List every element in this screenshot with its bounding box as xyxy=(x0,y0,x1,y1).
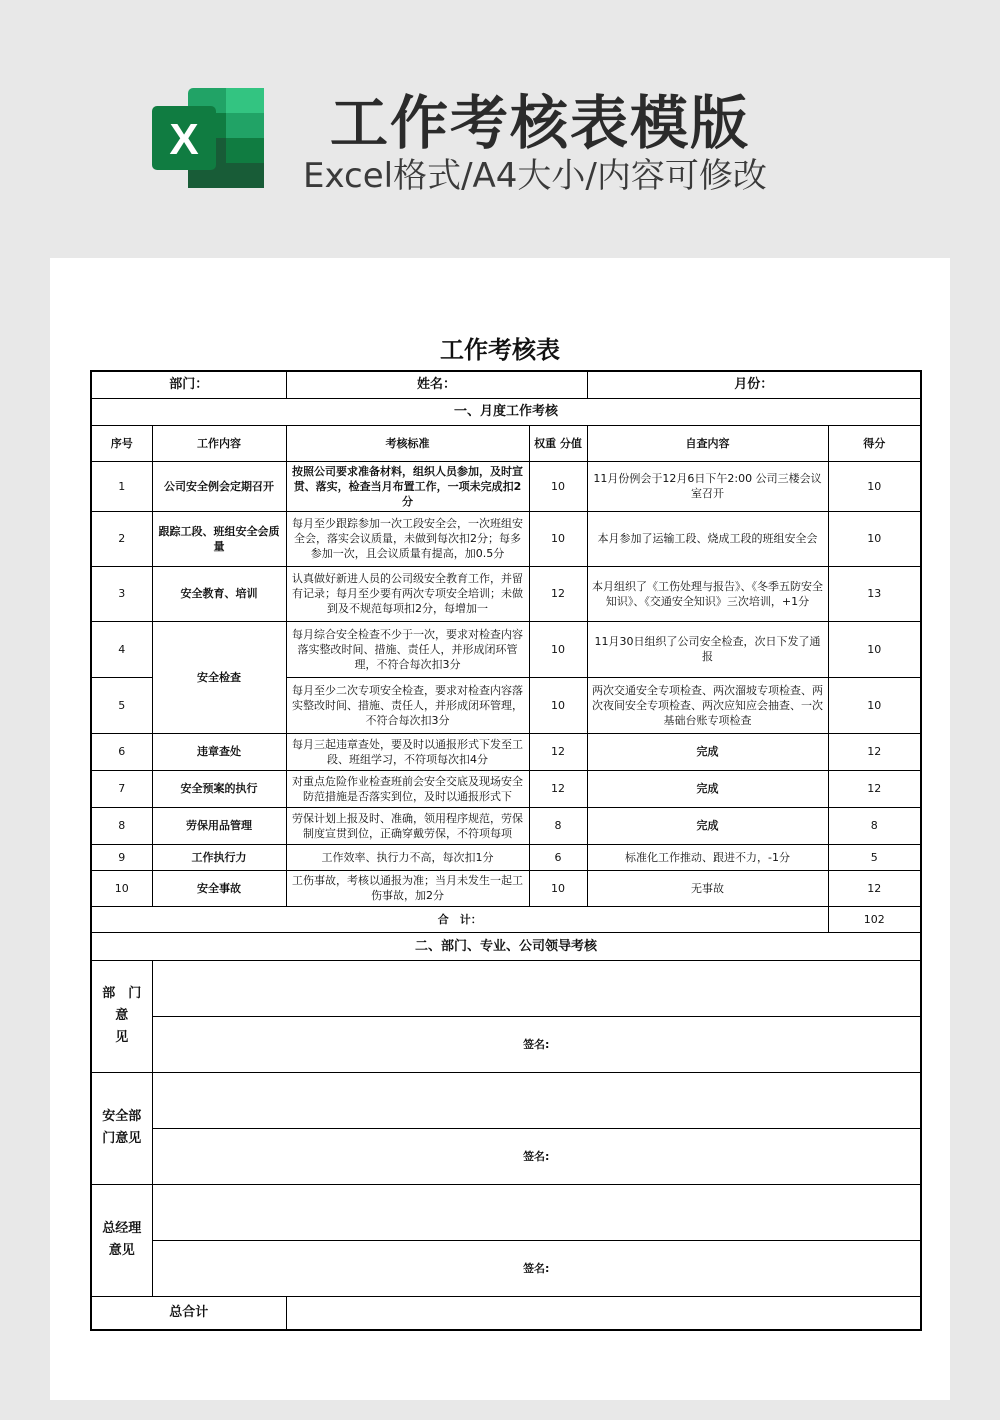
table-row xyxy=(91,733,921,770)
row-weight: 12 xyxy=(529,733,587,770)
gm-opinion-field[interactable] xyxy=(152,1184,921,1240)
row-no: 2 xyxy=(91,511,152,566)
row-score: 10 xyxy=(828,461,921,511)
row-no: 10 xyxy=(91,870,152,906)
row-content: 工作执行力 xyxy=(152,844,286,870)
table-row xyxy=(91,511,921,566)
row-self-check: 两次交通安全专项检查、两次溜坡专项检查、两次夜间安全专项检查、两次应知应会抽查、一次基础台账专项检查 xyxy=(587,677,828,733)
gm-sign-field[interactable]: 签名: xyxy=(152,1240,921,1296)
row-no: 9 xyxy=(91,844,152,870)
row-standard: 每月综合安全检查不少于一次，要求对检查内容落实整改时间、措施、责任人，并形成闭环管理，不符合每次扣3分 xyxy=(286,621,529,677)
name-field[interactable]: 姓名： xyxy=(286,371,587,398)
month-field[interactable]: 月份： xyxy=(587,371,921,398)
row-content: 违章查处 xyxy=(152,733,286,770)
row-weight: 12 xyxy=(529,566,587,621)
row-no: 8 xyxy=(91,807,152,844)
row-no: 4 xyxy=(91,621,152,677)
row-standard: 对重点危险作业检查班前会安全交底及现场安全防范措施是否落实到位，及时以通报形式下 xyxy=(286,770,529,807)
table-row xyxy=(91,566,921,621)
row-content: 跟踪工段、班组安全会质量 xyxy=(152,511,286,566)
grand-total-field[interactable] xyxy=(286,1296,921,1330)
row-score: 12 xyxy=(828,870,921,906)
row-score: 8 xyxy=(828,807,921,844)
row-self-check: 11月份例会于12月6日下午2:00 公司三楼会议室召开 xyxy=(587,461,828,511)
table-row xyxy=(91,621,921,677)
assessment-table xyxy=(90,370,922,1331)
row-standard: 工伤事故，考核以通报为准；当月未发生一起工伤事故，加2分 xyxy=(286,870,529,906)
row-score: 13 xyxy=(828,566,921,621)
row-content: 公司安全例会定期召开 xyxy=(152,461,286,511)
dept-sign-field[interactable]: 签名: xyxy=(152,1016,921,1072)
row-standard: 每月至少二次专项安全检查，要求对检查内容落实整改时间、措施、责任人，并形成闭环管理，不符合每次扣3分 xyxy=(286,677,529,733)
col-header-weight: 权重 分值 xyxy=(529,425,587,461)
opinion-safety xyxy=(91,1072,921,1128)
row-content: 劳保用品管理 xyxy=(152,807,286,844)
column-header-row xyxy=(91,425,921,461)
table-row xyxy=(91,870,921,906)
department-field[interactable]: 部门： xyxy=(91,371,286,398)
row-content: 安全事故 xyxy=(152,870,286,906)
row-standard: 按照公司要求准备材料，组织人员参加，及时宣贯、落实，检查当月布置工作，一项未完成扣2分 xyxy=(286,461,529,511)
safety-sign-field[interactable]: 签名: xyxy=(152,1128,921,1184)
total-row xyxy=(91,906,921,932)
row-no: 5 xyxy=(91,677,152,733)
row-self-check: 标准化工作推动、跟进不力，-1分 xyxy=(587,844,828,870)
row-self-check: 无事故 xyxy=(587,870,828,906)
row-standard: 每月三起违章查处，要及时以通报形式下发至工段、班组学习，不符项每次扣4分 xyxy=(286,733,529,770)
table-row xyxy=(91,844,921,870)
row-content: 安全检查 xyxy=(152,621,286,733)
row-no: 6 xyxy=(91,733,152,770)
info-row xyxy=(91,371,921,398)
row-weight: 6 xyxy=(529,844,587,870)
sheet-title: 工作考核表 xyxy=(440,336,560,364)
row-no: 7 xyxy=(91,770,152,807)
col-header-self-check: 自查内容 xyxy=(587,425,828,461)
row-weight: 10 xyxy=(529,870,587,906)
row-weight: 12 xyxy=(529,770,587,807)
section1-title: 一、月度工作考核 xyxy=(91,398,921,425)
opinion-dept xyxy=(91,960,921,1016)
col-header-content: 工作内容 xyxy=(152,425,286,461)
row-self-check: 完成 xyxy=(587,807,828,844)
row-standard: 每月至少跟踪参加一次工段安全会，一次班组安全会，落实会议质量，未做到每次扣2分；每多参加一次，且会议质量有提高，加0.5分 xyxy=(286,511,529,566)
banner-subtitle: Excel格式/A4大小/内容可修改 xyxy=(303,156,767,196)
row-weight: 10 xyxy=(529,461,587,511)
dept-opinion-label: 部 门 意 见 xyxy=(91,960,152,1072)
row-no: 3 xyxy=(91,566,152,621)
safety-opinion-field[interactable] xyxy=(152,1072,921,1128)
row-weight: 8 xyxy=(529,807,587,844)
row-self-check: 完成 xyxy=(587,733,828,770)
row-no: 1 xyxy=(91,461,152,511)
row-weight: 10 xyxy=(529,511,587,566)
col-header-score: 得分 xyxy=(828,425,921,461)
excel-icon xyxy=(152,88,264,188)
row-self-check: 本月参加了运输工段、烧成工段的班组安全会 xyxy=(587,511,828,566)
row-score: 10 xyxy=(828,511,921,566)
row-standard: 劳保计划上报及时、准确，领用程序规范，劳保制度宣贯到位，正确穿戴劳保，不符项每项 xyxy=(286,807,529,844)
grand-total-label: 总合计 xyxy=(91,1296,286,1330)
row-score: 12 xyxy=(828,733,921,770)
row-standard: 工作效率、执行力不高，每次扣1分 xyxy=(286,844,529,870)
row-content: 安全教育、培训 xyxy=(152,566,286,621)
gm-opinion-label: 总经理 意见 xyxy=(91,1184,152,1296)
col-header-no: 序号 xyxy=(91,425,152,461)
col-header-standard: 考核标准 xyxy=(286,425,529,461)
row-score: 12 xyxy=(828,770,921,807)
table-row xyxy=(91,807,921,844)
row-self-check: 11月30日组织了公司安全检查，次日下发了通报 xyxy=(587,621,828,677)
row-score: 10 xyxy=(828,621,921,677)
row-score: 10 xyxy=(828,677,921,733)
safety-opinion-label: 安全部 门意见 xyxy=(91,1072,152,1184)
row-self-check: 完成 xyxy=(587,770,828,807)
row-weight: 10 xyxy=(529,677,587,733)
total-label: 合 计： xyxy=(91,906,828,932)
table-row xyxy=(91,770,921,807)
row-score: 5 xyxy=(828,844,921,870)
total-value: 102 xyxy=(828,906,921,932)
opinion-gm xyxy=(91,1184,921,1240)
document-paper xyxy=(50,258,950,1400)
table-row xyxy=(91,461,921,511)
banner-header xyxy=(0,0,1000,260)
row-weight: 10 xyxy=(529,621,587,677)
grand-total-row xyxy=(91,1296,921,1330)
row-self-check: 本月组织了《工伤处理与报告》、《冬季五防安全知识》、《交通安全知识》三次培训，+1分 xyxy=(587,566,828,621)
logo-letter: X xyxy=(169,115,199,164)
dept-opinion-field[interactable] xyxy=(152,960,921,1016)
banner-title: 工作考核表模版 xyxy=(330,89,751,157)
row-content: 安全预案的执行 xyxy=(152,770,286,807)
row-standard: 认真做好新进人员的公司级安全教育工作，并留有记录；每月至少要有两次专项安全培训；未做到及不规范每项扣2分，每增加一 xyxy=(286,566,529,621)
section2-title: 二、部门、专业、公司领导考核 xyxy=(91,932,921,960)
